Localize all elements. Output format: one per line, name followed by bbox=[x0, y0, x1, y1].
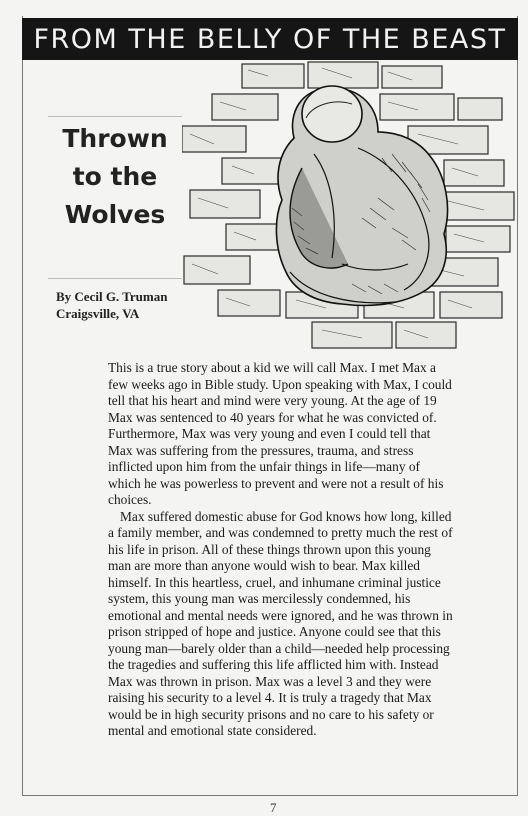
article-title bbox=[40, 120, 190, 234]
page-number: 7 bbox=[270, 800, 277, 815]
byline-author: By Cecil G. Truman bbox=[56, 289, 168, 304]
paragraph-1: This is a true story about a kid we will call Max. I met Max a few weeks ago in Bible study. Upon speaking with Max, I could tell that his heart and mind were very young. At the age of 19 Max was sentenced to 40 years for what he was convicted of. Furthermore, Max was very young and even I could tell that Max was suffering from the pressures, trauma, and stress inflicted upon him from the unfair things in life—many of which he was powerless to prevent and were not a result of his choices. bbox=[108, 360, 452, 507]
title-rule-bottom bbox=[48, 278, 182, 279]
section-banner bbox=[22, 18, 518, 60]
banner-text: FROM THE BELLY OF THE BEAST bbox=[33, 23, 507, 55]
article-body bbox=[108, 360, 454, 740]
byline bbox=[56, 288, 206, 322]
title-line-2: to the bbox=[72, 162, 158, 191]
prisoner-against-brick-wall-illustration bbox=[182, 58, 518, 350]
title-line-3: Wolves bbox=[64, 200, 166, 229]
paragraph-2: Max suffered domestic abuse for God knows how long, killed a family member, and was condemned to pretty much the rest of his life in prison. All of these things thrown upon this young man are more than anyone would wish to bear. Max killed himself. In this heartless, cruel, and inhumane criminal justice system, this young man was mercilessly condemned, his emotional and mental needs were ignored, and he was thrown in prison stripped of hope and justice. Anyone could see that this young man—barely older than a child—needed help processing the tragedies and suffering this life afflicted him with. Instead Max was thrown in prison. Max was a level 3 and they were raising his security to a level 4. It is truly a tragedy that Max would be in high security prisons and no care to his safety or mental and emotional state considered. bbox=[108, 508, 453, 738]
title-rule-top bbox=[48, 116, 182, 117]
byline-location: Craigsville, VA bbox=[56, 306, 140, 321]
title-line-1: Thrown bbox=[62, 124, 168, 153]
